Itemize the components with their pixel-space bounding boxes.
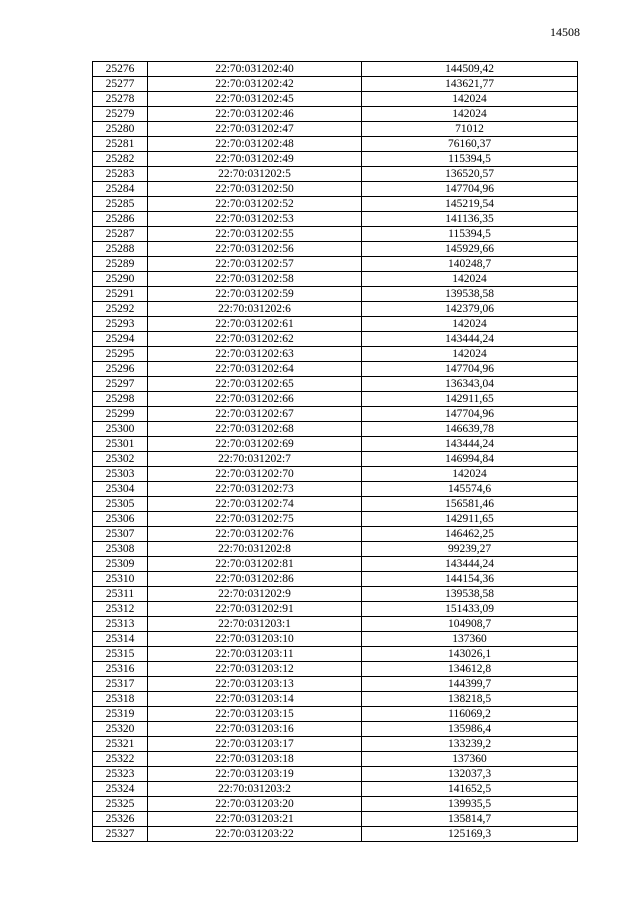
table-row xyxy=(93,272,578,287)
table-row xyxy=(93,557,578,572)
table-row xyxy=(93,767,578,782)
cadastral-value-cell: 132037,3 xyxy=(362,767,578,782)
row-number-cell: 25277 xyxy=(93,77,148,92)
cadastral-number-cell: 22:70:031203:13 xyxy=(148,677,362,692)
cadastral-value-cell: 146994,84 xyxy=(362,452,578,467)
row-number-cell: 25287 xyxy=(93,227,148,242)
cadastral-number-cell: 22:70:031202:42 xyxy=(148,77,362,92)
row-number-cell: 25314 xyxy=(93,632,148,647)
cadastral-value-cell: 133239,2 xyxy=(362,737,578,752)
row-number-cell: 25302 xyxy=(93,452,148,467)
cadastral-number-cell: 22:70:031202:58 xyxy=(148,272,362,287)
table-row xyxy=(93,347,578,362)
table-row xyxy=(93,482,578,497)
cadastral-value-cell: 147704,96 xyxy=(362,362,578,377)
row-number-cell: 25318 xyxy=(93,692,148,707)
cadastral-number-cell: 22:70:031202:52 xyxy=(148,197,362,212)
table-row xyxy=(93,287,578,302)
row-number-cell: 25310 xyxy=(93,572,148,587)
row-number-cell: 25300 xyxy=(93,422,148,437)
row-number-cell: 25295 xyxy=(93,347,148,362)
row-number-cell: 25297 xyxy=(93,377,148,392)
cadastral-number-cell: 22:70:031202:9 xyxy=(148,587,362,602)
row-number-cell: 25319 xyxy=(93,707,148,722)
table-row xyxy=(93,677,578,692)
cadastral-value-cell: 136520,57 xyxy=(362,167,578,182)
cadastral-number-cell: 22:70:031202:5 xyxy=(148,167,362,182)
table-row xyxy=(93,632,578,647)
cadastral-number-cell: 22:70:031202:47 xyxy=(148,122,362,137)
table-row xyxy=(93,602,578,617)
cadastral-number-cell: 22:70:031202:57 xyxy=(148,257,362,272)
row-number-cell: 25280 xyxy=(93,122,148,137)
cadastral-value-cell: 143621,77 xyxy=(362,77,578,92)
table-row xyxy=(93,467,578,482)
cadastral-value-cell: 138218,5 xyxy=(362,692,578,707)
table-row xyxy=(93,797,578,812)
cadastral-number-cell: 22:70:031203:16 xyxy=(148,722,362,737)
row-number-cell: 25316 xyxy=(93,662,148,677)
table-row xyxy=(93,152,578,167)
row-number-cell: 25294 xyxy=(93,332,148,347)
row-number-cell: 25320 xyxy=(93,722,148,737)
row-number-cell: 25278 xyxy=(93,92,148,107)
row-number-cell: 25308 xyxy=(93,542,148,557)
table-row xyxy=(93,242,578,257)
cadastral-value-cell: 146639,78 xyxy=(362,422,578,437)
table-row xyxy=(93,302,578,317)
row-number-cell: 25309 xyxy=(93,557,148,572)
row-number-cell: 25322 xyxy=(93,752,148,767)
row-number-cell: 25289 xyxy=(93,257,148,272)
cadastral-value-cell: 139538,58 xyxy=(362,287,578,302)
row-number-cell: 25303 xyxy=(93,467,148,482)
row-number-cell: 25321 xyxy=(93,737,148,752)
table-row xyxy=(93,257,578,272)
cadastral-value-cell: 142379,06 xyxy=(362,302,578,317)
cadastral-value-cell: 143444,24 xyxy=(362,437,578,452)
cadastral-value-cell: 139538,58 xyxy=(362,587,578,602)
cadastral-value-cell: 136343,04 xyxy=(362,377,578,392)
row-number-cell: 25324 xyxy=(93,782,148,797)
cadastral-value-cell: 135814,7 xyxy=(362,812,578,827)
cadastral-number-cell: 22:70:031202:55 xyxy=(148,227,362,242)
table-row xyxy=(93,572,578,587)
cadastral-value-cell: 145574,6 xyxy=(362,482,578,497)
table-row xyxy=(93,692,578,707)
table-row xyxy=(93,377,578,392)
table-row xyxy=(93,527,578,542)
cadastral-number-cell: 22:70:031203:15 xyxy=(148,707,362,722)
cadastral-value-cell: 156581,46 xyxy=(362,497,578,512)
table-row xyxy=(93,137,578,152)
row-number-cell: 25301 xyxy=(93,437,148,452)
cadastral-value-cell: 104908,7 xyxy=(362,617,578,632)
cadastral-number-cell: 22:70:031203:17 xyxy=(148,737,362,752)
table-row xyxy=(93,392,578,407)
cadastral-value-cell: 115394,5 xyxy=(362,152,578,167)
cadastral-number-cell: 22:70:031203:19 xyxy=(148,767,362,782)
cadastral-value-cell: 76160,37 xyxy=(362,137,578,152)
row-number-cell: 25325 xyxy=(93,797,148,812)
cadastral-value-cell: 141136,35 xyxy=(362,212,578,227)
table-row xyxy=(93,197,578,212)
row-number-cell: 25299 xyxy=(93,407,148,422)
table-row xyxy=(93,77,578,92)
cadastral-value-cell: 145929,66 xyxy=(362,242,578,257)
table-row xyxy=(93,62,578,77)
table-row xyxy=(93,227,578,242)
cadastral-value-cell: 144399,7 xyxy=(362,677,578,692)
row-number-cell: 25281 xyxy=(93,137,148,152)
cadastral-value-cell: 151433,09 xyxy=(362,602,578,617)
cadastral-value-cell: 71012 xyxy=(362,122,578,137)
cadastral-number-cell: 22:70:031202:8 xyxy=(148,542,362,557)
cadastral-number-cell: 22:70:031202:76 xyxy=(148,527,362,542)
cadastral-value-cell: 144509,42 xyxy=(362,62,578,77)
cadastral-number-cell: 22:70:031202:50 xyxy=(148,182,362,197)
row-number-cell: 25291 xyxy=(93,287,148,302)
cadastral-value-table xyxy=(92,61,578,842)
cadastral-value-cell: 116069,2 xyxy=(362,707,578,722)
cadastral-number-cell: 22:70:031202:46 xyxy=(148,107,362,122)
cadastral-value-cell: 140248,7 xyxy=(362,257,578,272)
row-number-cell: 25313 xyxy=(93,617,148,632)
cadastral-number-cell: 22:70:031202:64 xyxy=(148,362,362,377)
cadastral-value-cell: 125169,3 xyxy=(362,827,578,842)
row-number-cell: 25286 xyxy=(93,212,148,227)
table-row xyxy=(93,437,578,452)
cadastral-value-cell: 142024 xyxy=(362,467,578,482)
table-row xyxy=(93,452,578,467)
row-number-cell: 25284 xyxy=(93,182,148,197)
cadastral-value-cell: 142024 xyxy=(362,92,578,107)
row-number-cell: 25283 xyxy=(93,167,148,182)
cadastral-number-cell: 22:70:031202:48 xyxy=(148,137,362,152)
cadastral-number-cell: 22:70:031202:56 xyxy=(148,242,362,257)
table-row xyxy=(93,512,578,527)
table-row xyxy=(93,122,578,137)
table-row xyxy=(93,587,578,602)
cadastral-value-cell: 147704,96 xyxy=(362,182,578,197)
table-row xyxy=(93,362,578,377)
row-number-cell: 25296 xyxy=(93,362,148,377)
table-row xyxy=(93,647,578,662)
row-number-cell: 25290 xyxy=(93,272,148,287)
cadastral-value-cell: 145219,54 xyxy=(362,197,578,212)
table-row xyxy=(93,542,578,557)
cadastral-value-cell: 142911,65 xyxy=(362,392,578,407)
cadastral-number-cell: 22:70:031202:67 xyxy=(148,407,362,422)
cadastral-number-cell: 22:70:031202:6 xyxy=(148,302,362,317)
cadastral-number-cell: 22:70:031203:2 xyxy=(148,782,362,797)
cadastral-number-cell: 22:70:031202:66 xyxy=(148,392,362,407)
row-number-cell: 25311 xyxy=(93,587,148,602)
cadastral-number-cell: 22:70:031202:68 xyxy=(148,422,362,437)
table-row xyxy=(93,812,578,827)
table-row xyxy=(93,107,578,122)
row-number-cell: 25307 xyxy=(93,527,148,542)
cadastral-number-cell: 22:70:031202:73 xyxy=(148,482,362,497)
table-row xyxy=(93,332,578,347)
cadastral-number-cell: 22:70:031202:62 xyxy=(148,332,362,347)
table-body xyxy=(93,62,578,842)
cadastral-number-cell: 22:70:031202:7 xyxy=(148,452,362,467)
cadastral-value-cell: 135986,4 xyxy=(362,722,578,737)
cadastral-number-cell: 22:70:031202:69 xyxy=(148,437,362,452)
table-row xyxy=(93,827,578,842)
table-row xyxy=(93,707,578,722)
cadastral-value-cell: 143026,1 xyxy=(362,647,578,662)
cadastral-value-cell: 137360 xyxy=(362,632,578,647)
table-row xyxy=(93,617,578,632)
cadastral-number-cell: 22:70:031202:75 xyxy=(148,512,362,527)
row-number-cell: 25327 xyxy=(93,827,148,842)
row-number-cell: 25326 xyxy=(93,812,148,827)
cadastral-value-cell: 137360 xyxy=(362,752,578,767)
row-number-cell: 25276 xyxy=(93,62,148,77)
cadastral-number-cell: 22:70:031202:65 xyxy=(148,377,362,392)
cadastral-value-cell: 142024 xyxy=(362,347,578,362)
cadastral-value-cell: 141652,5 xyxy=(362,782,578,797)
cadastral-value-cell: 143444,24 xyxy=(362,557,578,572)
cadastral-number-cell: 22:70:031203:10 xyxy=(148,632,362,647)
cadastral-value-cell: 142024 xyxy=(362,272,578,287)
cadastral-value-cell: 142024 xyxy=(362,107,578,122)
cadastral-value-cell: 115394,5 xyxy=(362,227,578,242)
row-number-cell: 25285 xyxy=(93,197,148,212)
table-row xyxy=(93,782,578,797)
table-row xyxy=(93,317,578,332)
cadastral-number-cell: 22:70:031203:12 xyxy=(148,662,362,677)
cadastral-number-cell: 22:70:031202:91 xyxy=(148,602,362,617)
cadastral-value-cell: 134612,8 xyxy=(362,662,578,677)
cadastral-value-cell: 99239,27 xyxy=(362,542,578,557)
cadastral-number-cell: 22:70:031203:11 xyxy=(148,647,362,662)
row-number-cell: 25323 xyxy=(93,767,148,782)
row-number-cell: 25292 xyxy=(93,302,148,317)
cadastral-number-cell: 22:70:031202:45 xyxy=(148,92,362,107)
cadastral-number-cell: 22:70:031202:81 xyxy=(148,557,362,572)
cadastral-value-cell: 146462,25 xyxy=(362,527,578,542)
cadastral-value-cell: 147704,96 xyxy=(362,407,578,422)
row-number-cell: 25306 xyxy=(93,512,148,527)
row-number-cell: 25315 xyxy=(93,647,148,662)
cadastral-number-cell: 22:70:031202:49 xyxy=(148,152,362,167)
table-row xyxy=(93,737,578,752)
cadastral-value-cell: 144154,36 xyxy=(362,572,578,587)
row-number-cell: 25293 xyxy=(93,317,148,332)
table-row xyxy=(93,497,578,512)
table-row xyxy=(93,167,578,182)
row-number-cell: 25305 xyxy=(93,497,148,512)
table-row xyxy=(93,407,578,422)
table-row xyxy=(93,662,578,677)
page-number: 14508 xyxy=(550,25,580,39)
cadastral-number-cell: 22:70:031202:70 xyxy=(148,467,362,482)
cadastral-number-cell: 22:70:031202:53 xyxy=(148,212,362,227)
table-row xyxy=(93,182,578,197)
cadastral-number-cell: 22:70:031203:18 xyxy=(148,752,362,767)
cadastral-value-cell: 139935,5 xyxy=(362,797,578,812)
cadastral-number-cell: 22:70:031203:21 xyxy=(148,812,362,827)
row-number-cell: 25298 xyxy=(93,392,148,407)
cadastral-number-cell: 22:70:031202:59 xyxy=(148,287,362,302)
row-number-cell: 25312 xyxy=(93,602,148,617)
row-number-cell: 25282 xyxy=(93,152,148,167)
row-number-cell: 25288 xyxy=(93,242,148,257)
cadastral-number-cell: 22:70:031203:20 xyxy=(148,797,362,812)
table-row xyxy=(93,752,578,767)
cadastral-number-cell: 22:70:031202:61 xyxy=(148,317,362,332)
row-number-cell: 25304 xyxy=(93,482,148,497)
table-row xyxy=(93,92,578,107)
table-row xyxy=(93,212,578,227)
cadastral-number-cell: 22:70:031202:40 xyxy=(148,62,362,77)
cadastral-number-cell: 22:70:031203:1 xyxy=(148,617,362,632)
table-row xyxy=(93,722,578,737)
cadastral-value-cell: 143444,24 xyxy=(362,332,578,347)
cadastral-number-cell: 22:70:031202:63 xyxy=(148,347,362,362)
cadastral-number-cell: 22:70:031203:14 xyxy=(148,692,362,707)
cadastral-number-cell: 22:70:031202:86 xyxy=(148,572,362,587)
cadastral-number-cell: 22:70:031203:22 xyxy=(148,827,362,842)
cadastral-value-cell: 142024 xyxy=(362,317,578,332)
cadastral-number-cell: 22:70:031202:74 xyxy=(148,497,362,512)
table-row xyxy=(93,422,578,437)
cadastral-value-cell: 142911,65 xyxy=(362,512,578,527)
row-number-cell: 25279 xyxy=(93,107,148,122)
row-number-cell: 25317 xyxy=(93,677,148,692)
